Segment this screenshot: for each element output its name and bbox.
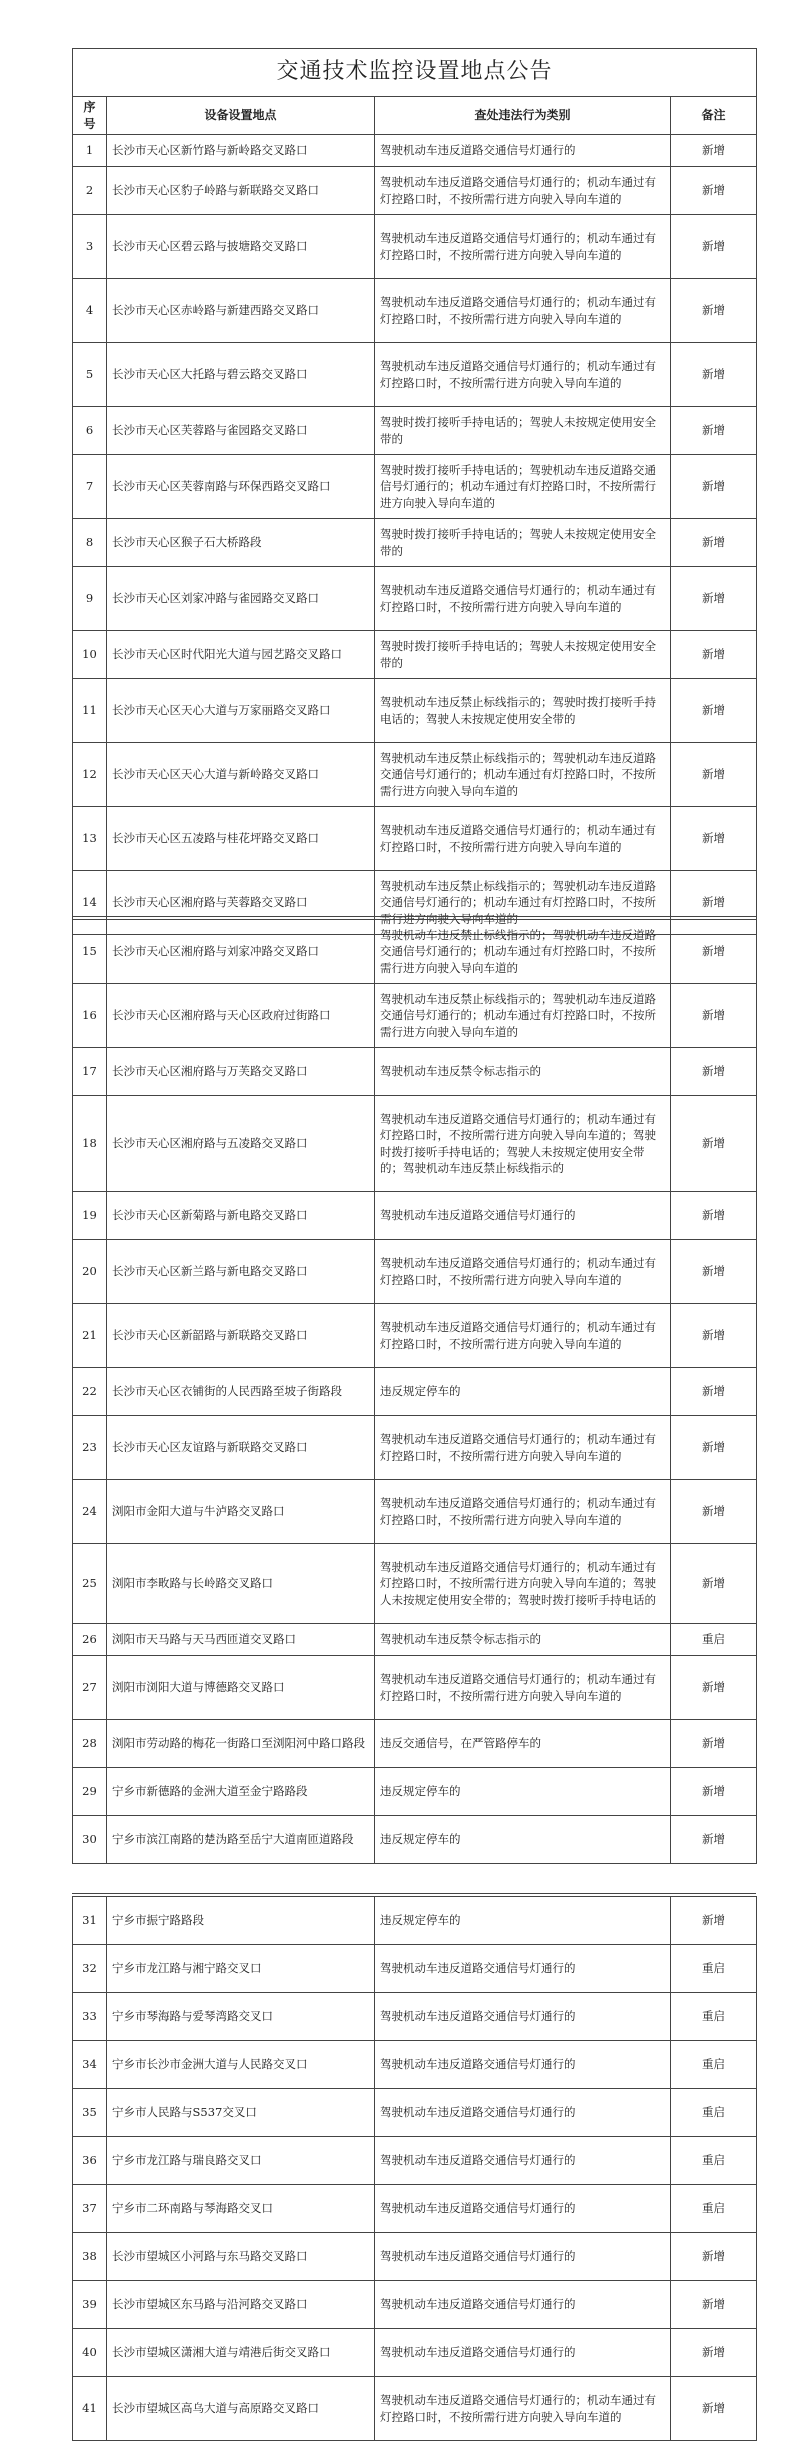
- row-index: 22: [73, 1368, 107, 1416]
- table-row: [73, 1240, 757, 1304]
- row-location: 长沙市天心区友谊路与新联路交叉路口: [107, 1416, 375, 1480]
- table-row: [73, 1192, 757, 1240]
- row-index: 26: [73, 1624, 107, 1656]
- row-violation: 驾驶机动车违反道路交通信号灯通行的: [375, 2089, 671, 2137]
- table-row: [73, 1720, 757, 1768]
- row-index: 10: [73, 631, 107, 679]
- row-index: 9: [73, 567, 107, 631]
- row-index: 16: [73, 984, 107, 1048]
- row-index: 17: [73, 1048, 107, 1096]
- row-location: 长沙市天心区湘府路与刘家冲路交叉路口: [107, 920, 375, 984]
- row-index: 12: [73, 743, 107, 807]
- row-location: 浏阳市李畋路与长岭路交叉路口: [107, 1544, 375, 1624]
- table-row: [73, 407, 757, 455]
- table-row: [73, 1544, 757, 1624]
- row-note: 新增: [671, 167, 757, 215]
- row-index: 11: [73, 679, 107, 743]
- table-row: [73, 1048, 757, 1096]
- row-location: 长沙市天心区湘府路与五凌路交叉路口: [107, 1096, 375, 1192]
- table-row: [73, 279, 757, 343]
- table-row: [73, 2233, 757, 2281]
- row-location: 长沙市天心区时代阳光大道与园艺路交叉路口: [107, 631, 375, 679]
- table-row: [73, 2377, 757, 2441]
- table-row: [73, 455, 757, 519]
- row-note: 新增: [671, 343, 757, 407]
- row-location: 宁乡市琴海路与爱琴湾路交叉口: [107, 1993, 375, 2041]
- row-index: 30: [73, 1816, 107, 1864]
- row-violation: 驾驶机动车违反禁止标线指示的；驾驶机动车违反道路交通信号灯通行的；机动车通过有灯控路口时，不按所需行进方向驶入导向车道的: [375, 871, 671, 935]
- table-row: [73, 1304, 757, 1368]
- row-index: 35: [73, 2089, 107, 2137]
- row-location: 长沙市天心区猴子石大桥路段: [107, 519, 375, 567]
- row-violation: 驾驶机动车违反道路交通信号灯通行的: [375, 135, 671, 167]
- table-row: [73, 1480, 757, 1544]
- row-note: 新增: [671, 1416, 757, 1480]
- row-index: 20: [73, 1240, 107, 1304]
- row-violation: 违反规定停车的: [375, 1368, 671, 1416]
- row-note: 新增: [671, 871, 757, 935]
- row-note: 重启: [671, 1993, 757, 2041]
- row-location: 长沙市望城区小河路与东马路交叉路口: [107, 2233, 375, 2281]
- table-row: [73, 1656, 757, 1720]
- notice-table-part3: [72, 1896, 757, 2441]
- table-row: [73, 167, 757, 215]
- row-index: 18: [73, 1096, 107, 1192]
- row-note: 重启: [671, 1624, 757, 1656]
- row-location: 长沙市望城区高乌大道与高原路交叉路口: [107, 2377, 375, 2441]
- table-row: [73, 807, 757, 871]
- table-row: [73, 679, 757, 743]
- row-note: 新增: [671, 2329, 757, 2377]
- page-divider: [72, 916, 756, 917]
- row-note: 新增: [671, 1720, 757, 1768]
- page-divider: [72, 1893, 756, 1894]
- row-index: 34: [73, 2041, 107, 2089]
- row-location: 浏阳市天马路与天马西匝道交叉路口: [107, 1624, 375, 1656]
- row-note: 新增: [671, 1656, 757, 1720]
- row-violation: 驾驶机动车违反道路交通信号灯通行的；机动车通过有灯控路口时，不按所需行进方向驶入导向车道的: [375, 343, 671, 407]
- table-row: [73, 920, 757, 984]
- header-row: [73, 97, 757, 135]
- row-location: 长沙市天心区芙蓉南路与环保西路交叉路口: [107, 455, 375, 519]
- row-note: 新增: [671, 279, 757, 343]
- row-location: 长沙市天心区芙蓉路与雀园路交叉路口: [107, 407, 375, 455]
- row-location: 长沙市天心区新菊路与新电路交叉路口: [107, 1192, 375, 1240]
- row-location: 长沙市天心区天心大道与新岭路交叉路口: [107, 743, 375, 807]
- row-index: 38: [73, 2233, 107, 2281]
- table-row: [73, 1624, 757, 1656]
- row-location: 长沙市天心区湘府路与天心区政府过街路口: [107, 984, 375, 1048]
- row-location: 浏阳市劳动路的梅花一街路口至浏阳河中路口路段: [107, 1720, 375, 1768]
- row-location: 长沙市天心区豹子岭路与新联路交叉路口: [107, 167, 375, 215]
- row-violation: 驾驶机动车违反道路交通信号灯通行的: [375, 2137, 671, 2185]
- row-location: 宁乡市新德路的金洲大道至金宁路路段: [107, 1768, 375, 1816]
- row-violation: 违反规定停车的: [375, 1768, 671, 1816]
- row-note: 新增: [671, 455, 757, 519]
- row-note: 新增: [671, 1048, 757, 1096]
- row-location: 宁乡市龙江路与湘宁路交叉口: [107, 1945, 375, 1993]
- table-row: [73, 2185, 757, 2233]
- row-violation: 驾驶机动车违反禁止标线指示的；驾驶机动车违反道路交通信号灯通行的；机动车通过有灯控路口时，不按所需行进方向驶入导向车道的: [375, 984, 671, 1048]
- row-index: 13: [73, 807, 107, 871]
- row-violation: 驾驶机动车违反道路交通信号灯通行的；机动车通过有灯控路口时，不按所需行进方向驶入导向车道的: [375, 215, 671, 279]
- table-row: [73, 2281, 757, 2329]
- table-row: [73, 1368, 757, 1416]
- row-violation: 驾驶机动车违反道路交通信号灯通行的: [375, 1945, 671, 1993]
- row-index: 28: [73, 1720, 107, 1768]
- row-note: 新增: [671, 984, 757, 1048]
- row-location: 浏阳市金阳大道与牛泸路交叉路口: [107, 1480, 375, 1544]
- row-location: 长沙市望城区东马路与沿河路交叉路口: [107, 2281, 375, 2329]
- row-note: 新增: [671, 1816, 757, 1864]
- row-index: 24: [73, 1480, 107, 1544]
- header-index: 序号: [73, 97, 107, 135]
- table-row: [73, 984, 757, 1048]
- row-index: 1: [73, 135, 107, 167]
- row-location: 长沙市天心区衣铺街的人民西路至坡子街路段: [107, 1368, 375, 1416]
- row-index: 40: [73, 2329, 107, 2377]
- row-index: 29: [73, 1768, 107, 1816]
- row-note: 新增: [671, 1544, 757, 1624]
- row-index: 37: [73, 2185, 107, 2233]
- row-violation: 驾驶机动车违反道路交通信号灯通行的: [375, 1192, 671, 1240]
- table-row: [73, 215, 757, 279]
- row-violation: 驾驶机动车违反道路交通信号灯通行的: [375, 2041, 671, 2089]
- row-note: 新增: [671, 1192, 757, 1240]
- row-note: 重启: [671, 1945, 757, 1993]
- row-location: 长沙市天心区新兰路与新电路交叉路口: [107, 1240, 375, 1304]
- row-location: 长沙市天心区刘家冲路与雀园路交叉路口: [107, 567, 375, 631]
- row-index: 7: [73, 455, 107, 519]
- row-index: 41: [73, 2377, 107, 2441]
- row-note: 重启: [671, 2041, 757, 2089]
- row-violation: 驾驶机动车违反道路交通信号灯通行的: [375, 2185, 671, 2233]
- row-note: 新增: [671, 679, 757, 743]
- row-note: 新增: [671, 135, 757, 167]
- row-note: 新增: [671, 2281, 757, 2329]
- row-note: 新增: [671, 1368, 757, 1416]
- row-index: 5: [73, 343, 107, 407]
- row-index: 8: [73, 519, 107, 567]
- table-row: [73, 631, 757, 679]
- row-note: 新增: [671, 215, 757, 279]
- row-index: 32: [73, 1945, 107, 1993]
- table-row: [73, 2329, 757, 2377]
- row-violation: 驾驶机动车违反道路交通信号灯通行的；机动车通过有灯控路口时，不按所需行进方向驶入导向车道的；驾驶时拨打接听手持电话的；驾驶人未按规定使用安全带的；驾驶机动车违反禁止标线指示的: [375, 1096, 671, 1192]
- row-violation: 驾驶机动车违反道路交通信号灯通行的；机动车通过有灯控路口时，不按所需行进方向驶入导向车道的: [375, 167, 671, 215]
- row-index: 14: [73, 871, 107, 935]
- row-location: 长沙市天心区五凌路与桂花坪路交叉路口: [107, 807, 375, 871]
- row-note: 新增: [671, 1304, 757, 1368]
- row-violation: 驾驶机动车违反道路交通信号灯通行的；机动车通过有灯控路口时，不按所需行进方向驶入导向车道的: [375, 2377, 671, 2441]
- row-violation: 驾驶机动车违反道路交通信号灯通行的；机动车通过有灯控路口时，不按所需行进方向驶入导向车道的: [375, 567, 671, 631]
- row-violation: 驾驶机动车违反道路交通信号灯通行的: [375, 1993, 671, 2041]
- row-location: 长沙市望城区潇湘大道与靖港后街交叉路口: [107, 2329, 375, 2377]
- row-location: 宁乡市二环南路与琴海路交叉口: [107, 2185, 375, 2233]
- row-index: 2: [73, 167, 107, 215]
- row-violation: 驾驶机动车违反道路交通信号灯通行的: [375, 2233, 671, 2281]
- table-row: [73, 567, 757, 631]
- row-violation: 驾驶机动车违反道路交通信号灯通行的；机动车通过有灯控路口时，不按所需行进方向驶入导向车道的: [375, 1656, 671, 1720]
- row-violation: 驾驶时拨打接听手持电话的；驾驶机动车违反道路交通信号灯通行的；机动车通过有灯控路口时，不按所需行进方向驶入导向车道的: [375, 455, 671, 519]
- table-row: [73, 1993, 757, 2041]
- row-note: 新增: [671, 920, 757, 984]
- row-note: 新增: [671, 1480, 757, 1544]
- table-row: [73, 2137, 757, 2185]
- notice-table-part2: [72, 919, 757, 1864]
- row-location: 长沙市天心区碧云路与披塘路交叉路口: [107, 215, 375, 279]
- row-violation: 违反交通信号，在严管路停车的: [375, 1720, 671, 1768]
- header-note: 备注: [671, 97, 757, 135]
- row-note: 新增: [671, 567, 757, 631]
- row-note: 新增: [671, 1897, 757, 1945]
- row-location: 宁乡市振宁路路段: [107, 1897, 375, 1945]
- row-violation: 驾驶机动车违反道路交通信号灯通行的；机动车通过有灯控路口时，不按所需行进方向驶入导向车道的；驾驶人未按规定使用安全带的；驾驶时拨打接听手持电话的: [375, 1544, 671, 1624]
- row-index: 3: [73, 215, 107, 279]
- row-violation: 驾驶机动车违反道路交通信号灯通行的；机动车通过有灯控路口时，不按所需行进方向驶入导向车道的: [375, 1416, 671, 1480]
- row-index: 21: [73, 1304, 107, 1368]
- row-violation: 驾驶机动车违反道路交通信号灯通行的: [375, 2329, 671, 2377]
- row-violation: 驾驶机动车违反道路交通信号灯通行的；机动车通过有灯控路口时，不按所需行进方向驶入导向车道的: [375, 807, 671, 871]
- row-violation: 驾驶机动车违反道路交通信号灯通行的；机动车通过有灯控路口时，不按所需行进方向驶入导向车道的: [375, 1240, 671, 1304]
- row-violation: 驾驶机动车违反道路交通信号灯通行的；机动车通过有灯控路口时，不按所需行进方向驶入导向车道的: [375, 1304, 671, 1368]
- row-index: 31: [73, 1897, 107, 1945]
- row-location: 浏阳市浏阳大道与博德路交叉路口: [107, 1656, 375, 1720]
- row-violation: 驾驶机动车违反禁止标线指示的；驾驶机动车违反道路交通信号灯通行的；机动车通过有灯控路口时，不按所需行进方向驶入导向车道的: [375, 920, 671, 984]
- table-row: [73, 1945, 757, 1993]
- row-violation: 驾驶时拨打接听手持电话的；驾驶人未按规定使用安全带的: [375, 631, 671, 679]
- table-row: [73, 2041, 757, 2089]
- row-location: 长沙市天心区湘府路与芙蓉路交叉路口: [107, 871, 375, 935]
- row-location: 长沙市天心区新韶路与新联路交叉路口: [107, 1304, 375, 1368]
- table-row: [73, 1096, 757, 1192]
- row-note: 新增: [671, 2377, 757, 2441]
- row-location: 宁乡市滨江南路的楚沩路至岳宁大道南匝道路段: [107, 1816, 375, 1864]
- row-violation: 驾驶机动车违反道路交通信号灯通行的；机动车通过有灯控路口时，不按所需行进方向驶入导向车道的: [375, 279, 671, 343]
- header-location: 设备设置地点: [107, 97, 375, 135]
- row-note: 重启: [671, 2137, 757, 2185]
- table-row: [73, 519, 757, 567]
- table-row: [73, 1816, 757, 1864]
- row-violation: 违反规定停车的: [375, 1897, 671, 1945]
- row-violation: 违反规定停车的: [375, 1816, 671, 1864]
- row-note: 新增: [671, 631, 757, 679]
- table-row: [73, 2089, 757, 2137]
- row-violation: 驾驶机动车违反道路交通信号灯通行的: [375, 2281, 671, 2329]
- table-row: [73, 1768, 757, 1816]
- page-title: 交通技术监控设置地点公告: [73, 49, 757, 97]
- row-location: 长沙市天心区大托路与碧云路交叉路口: [107, 343, 375, 407]
- row-violation: 驾驶机动车违反禁止标线指示的；驾驶机动车违反道路交通信号灯通行的；机动车通过有灯控路口时，不按所需行进方向驶入导向车道的: [375, 743, 671, 807]
- row-index: 39: [73, 2281, 107, 2329]
- row-index: 4: [73, 279, 107, 343]
- row-location: 长沙市天心区赤岭路与新建西路交叉路口: [107, 279, 375, 343]
- table-row: [73, 343, 757, 407]
- table-row: [73, 743, 757, 807]
- table-row: [73, 1416, 757, 1480]
- row-index: 25: [73, 1544, 107, 1624]
- row-violation: 驾驶机动车违反禁令标志指示的: [375, 1624, 671, 1656]
- row-note: 重启: [671, 2089, 757, 2137]
- title-row: [73, 49, 757, 97]
- notice-table-part1: [72, 48, 757, 935]
- header-violation: 查处违法行为类别: [375, 97, 671, 135]
- row-note: 新增: [671, 407, 757, 455]
- row-violation: 驾驶机动车违反禁止标线指示的；驾驶时拨打接听手持电话的；驾驶人未按规定使用安全带的: [375, 679, 671, 743]
- row-index: 36: [73, 2137, 107, 2185]
- row-note: 新增: [671, 743, 757, 807]
- row-location: 宁乡市长沙市金洲大道与人民路交叉口: [107, 2041, 375, 2089]
- row-location: 长沙市天心区新竹路与新岭路交叉路口: [107, 135, 375, 167]
- row-index: 6: [73, 407, 107, 455]
- row-violation: 驾驶机动车违反道路交通信号灯通行的；机动车通过有灯控路口时，不按所需行进方向驶入导向车道的: [375, 1480, 671, 1544]
- row-index: 15: [73, 920, 107, 984]
- row-location: 宁乡市人民路与S537交叉口: [107, 2089, 375, 2137]
- row-violation: 驾驶时拨打接听手持电话的；驾驶人未按规定使用安全带的: [375, 407, 671, 455]
- table-row: [73, 1897, 757, 1945]
- row-index: 27: [73, 1656, 107, 1720]
- row-note: 新增: [671, 1768, 757, 1816]
- row-violation: 驾驶时拨打接听手持电话的；驾驶人未按规定使用安全带的: [375, 519, 671, 567]
- row-note: 新增: [671, 1240, 757, 1304]
- row-location: 长沙市天心区湘府路与万芙路交叉路口: [107, 1048, 375, 1096]
- row-index: 33: [73, 1993, 107, 2041]
- row-index: 23: [73, 1416, 107, 1480]
- row-location: 宁乡市龙江路与瑞良路交叉口: [107, 2137, 375, 2185]
- row-note: 新增: [671, 519, 757, 567]
- row-note: 新增: [671, 2233, 757, 2281]
- row-note: 新增: [671, 1096, 757, 1192]
- row-violation: 驾驶机动车违反禁令标志指示的: [375, 1048, 671, 1096]
- row-location: 长沙市天心区天心大道与万家丽路交叉路口: [107, 679, 375, 743]
- table-row: [73, 135, 757, 167]
- row-note: 新增: [671, 807, 757, 871]
- row-note: 重启: [671, 2185, 757, 2233]
- row-index: 19: [73, 1192, 107, 1240]
